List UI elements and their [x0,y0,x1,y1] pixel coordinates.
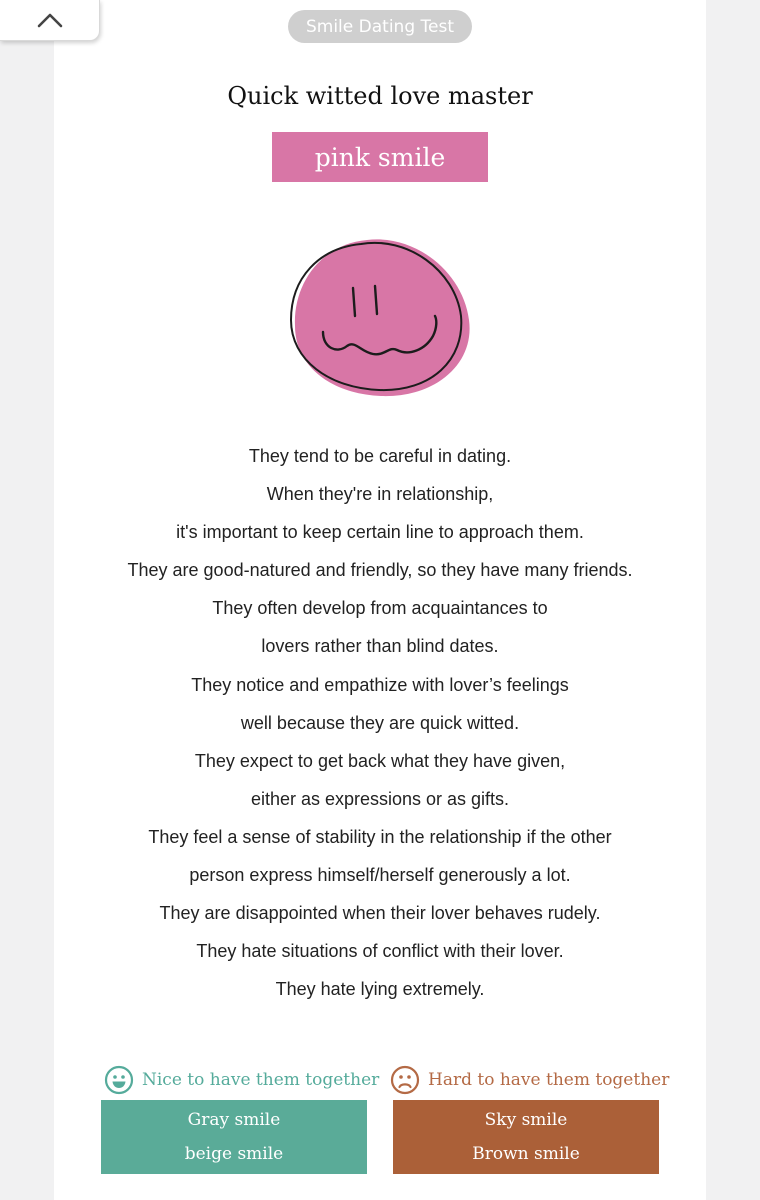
description-line: They tend to be careful in dating. [248,446,512,466]
description-line: well because they are quick witted. [240,712,520,733]
description-line: lovers rather than blind dates. [261,636,499,657]
good-match-heading [104,1064,379,1096]
bad-match-item: Sky smile [484,1110,568,1130]
bad-match-heading [390,1064,669,1096]
description-line: They are good-natured and friendly, so they have many friends. [127,560,633,581]
description-line: They hate situations of conflict with their lover. [196,941,564,962]
description-line: it's important to keep certain line to approach them. [176,522,584,543]
chevron-up-icon [36,11,64,29]
happy-face-icon [104,1065,134,1095]
bad-match-label: Hard to have them together [428,1070,670,1090]
bad-match-item: Brown smile [472,1144,580,1164]
result-type-badge: pink smile [272,132,488,182]
description-line: When they're in relationship, [266,484,494,505]
description-line: They feel a sense of stability in the relationship if the other [148,826,612,847]
description-line: person express himself/herself generously a lot. [189,865,571,886]
test-name-badge: Smile Dating Test [288,10,472,43]
good-match-list [101,1100,367,1174]
result-description [0,437,760,1008]
bad-match-list [393,1100,659,1174]
good-match-item: beige smile [184,1144,284,1164]
description-line: either as expressions or as gifts. [250,788,510,809]
sad-face-icon [390,1065,420,1095]
description-line: They expect to get back what they have given, [194,750,566,771]
description-line: They hate lying extremely. [275,979,485,1000]
scroll-top-button[interactable] [0,0,100,41]
good-match-item: Gray smile [187,1110,281,1130]
good-match-label: Nice to have them together [142,1070,380,1090]
pink-smile-illustration [285,232,475,402]
result-title: Quick witted love master [227,82,533,110]
description-line: They are disappointed when their lover behaves rudely. [159,903,601,924]
description-line: They notice and empathize with lover’s feelings [191,674,569,695]
description-line: They often develop from acquaintances to [212,598,548,619]
